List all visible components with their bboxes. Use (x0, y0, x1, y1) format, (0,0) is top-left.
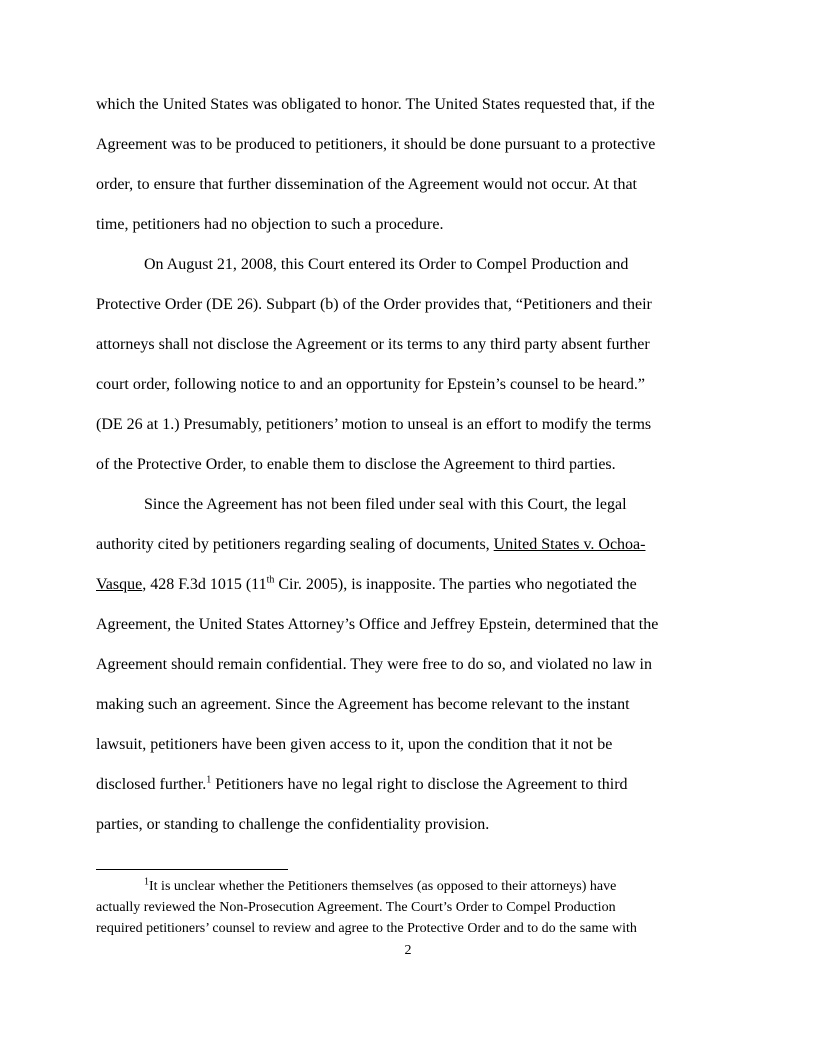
body-line: which the United States was obligated to honor. The United States requested that, if the (96, 96, 655, 113)
body-line: Agreement should remain confidential. They were free to do so, and violated no law in (96, 656, 652, 673)
body-line: time, petitioners had no objection to such a procedure. (96, 216, 444, 233)
footnote-line (144, 878, 616, 896)
footnote-reference: 1 (206, 774, 212, 786)
citation-text: , 428 F.3d 1015 (11 (142, 576, 267, 593)
paragraph-indented-line: Since the Agreement has not been filed under seal with this Court, the legal (144, 496, 627, 513)
citation-text: Cir. 2005), is inapposite. The parties who negotiated the (274, 576, 637, 593)
paragraph-indented-line: On August 21, 2008, this Court entered its Order to Compel Production and (144, 256, 629, 273)
body-line: order, to ensure that further dissemination of the Agreement would not occur. At that (96, 176, 637, 193)
case-name-underlined: Vasque (96, 576, 143, 593)
body-line-with-citation (96, 535, 645, 555)
body-line: lawsuit, petitioners have been given access to it, upon the condition that it not be (96, 736, 613, 753)
body-line: Protective Order (DE 26). Subpart (b) of the Order provides that, “Petitioners and their (96, 296, 652, 313)
body-line: (DE 26 at 1.) Presumably, petitioners’ motion to unseal is an effort to modify the terms (96, 416, 652, 433)
citation-lead-text: authority cited by petitioners regarding sealing of documents, (96, 536, 494, 553)
body-line: attorneys shall not disclose the Agreement or its terms to any third party absent further (96, 336, 650, 353)
footnote-line: required petitioners’ counsel to review and agree to the Protective Order and to do the same with (96, 921, 637, 936)
footnote-text: It is unclear whether the Petitioners themselves (as opposed to their attorneys) have (149, 879, 617, 894)
body-line-with-footnote-ref (96, 775, 628, 795)
body-line: Agreement, the United States Attorney’s Office and Jeffrey Epstein, determined that the (96, 616, 659, 633)
case-name-underlined: United States v. Ochoa- (493, 536, 646, 553)
footnote-marker: 1 (144, 876, 149, 888)
body-line: Agreement was to be produced to petitioners, it should be done pursuant to a protective (96, 136, 656, 153)
body-line: parties, or standing to challenge the confidentiality provision. (96, 816, 490, 833)
page-number: 2 (404, 943, 412, 958)
footnote-line: actually reviewed the Non-Prosecution Agreement. The Court’s Order to Compel Production (96, 900, 616, 915)
body-line: court order, following notice to and an opportunity for Epstein’s counsel to be heard.” (96, 376, 645, 393)
body-text: Petitioners have no legal right to disclose the Agreement to third (211, 776, 628, 793)
body-text: disclosed further. (96, 776, 207, 793)
body-line: making such an agreement. Since the Agreement has become relevant to the instant (96, 696, 630, 713)
ordinal-superscript: th (266, 574, 275, 586)
body-line-with-citation (96, 575, 637, 595)
body-line: of the Protective Order, to enable them to disclose the Agreement to third parties. (96, 456, 616, 473)
footnote-separator (96, 869, 288, 870)
